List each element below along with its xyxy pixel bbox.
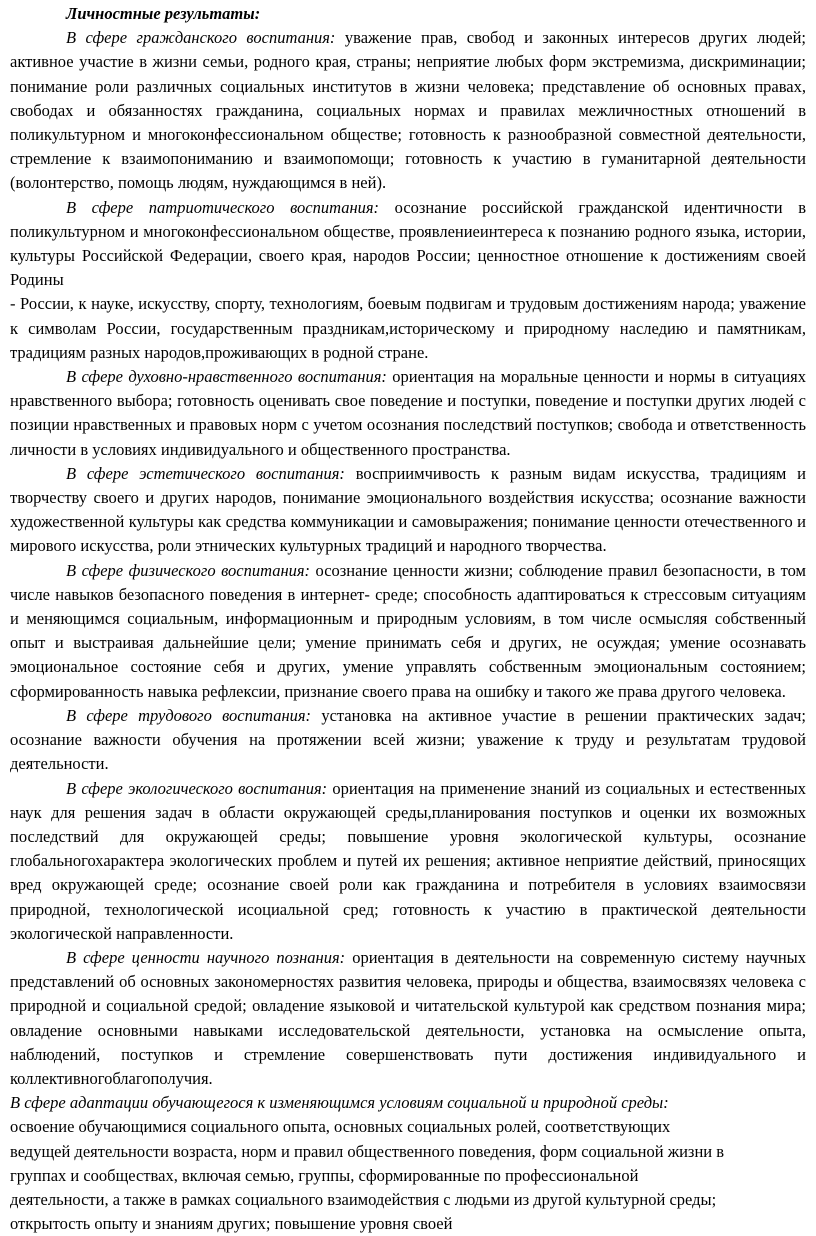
paragraph-lead: В сфере трудового воспитания:: [66, 705, 312, 725]
paragraph-lead: В сфере физического воспитания:: [66, 560, 311, 580]
paragraph-lead: В сфере ценности научного познания:: [66, 947, 346, 967]
paragraph-text: ориентация в деятельности на современную систему научных представлений об основных закономерностях развития человека, природы и общества, взаимосвязях человека с природной и социальной средой; овладение языковой и читательской культурой как средством познания мира; овладение основными навыками исследовательской деятельности, установка на осмысление опыта, наблюдений, поступков и стремление совершенствовать пути достижения индивидуального и коллективногоблагополучия.: [10, 947, 806, 1088]
paragraph-lead: В сфере эстетического воспитания:: [66, 463, 345, 483]
paragraph-text: установка на активное участие в решении практических задач; осознание важности обучения на протяжении всей жизни; уважение к труду и результатам трудовой деятельности.: [10, 705, 806, 774]
adaptation-heading: В сфере адаптации обучающегося к изменяющимся условиям социальной и природной среды:: [10, 1093, 669, 1113]
paragraph-physical: [10, 559, 806, 704]
adaptation-line: деятельности, а также в рамках социального взаимодействия с людьми из другой культурной среды;: [10, 1189, 717, 1209]
paragraph-lead: В сфере экологического воспитания:: [66, 778, 328, 798]
paragraph-patriotic: [10, 196, 806, 293]
adaptation-line: ведущей деятельности возраста, норм и правил общественного поведения, форм социальной жизни в: [10, 1141, 725, 1161]
paragraph-text: уважение прав, свобод и законных интересов других людей; активное участие в жизни семьи, родного края, страны; неприятие любых форм экстремизма, дискриминации; понимание роли различных социальных институтов в жизни человека; представление об основных правах, свободах и обязанностях гражданина, социальных нормах и правилах межличностных отношений в поликультурном и многоконфессиональном обществе; готовность к разнообразной совместной деятельности, стремление к взаимопониманию и взаимопомощи; готовность к участию в гуманитарной деятельности (волонтерство, помощь людям, нуждающимся в ней).: [10, 28, 806, 193]
paragraph-moral: [10, 365, 806, 462]
paragraph-text: восприимчивость к разным видам искусства, традициям и творчеству своего и других народов, понимание эмоционального воздействия искусства; осознание важности художественной культуры как средства коммуникации и самовыражения; понимание ценности отечественного и мирового искусства, роли этнических культурных традиций и народного творчества.: [10, 463, 806, 556]
paragraph-lead: В сфере гражданского воспитания:: [66, 28, 336, 48]
paragraph-continuation: - России, к науке, искусству, спорту, технологиям, боевым подвигам и трудовым достижениям народа; уважение к символам России, государственным праздникам,историческому и природному наследию и памятникам, традициям разных народов,проживающих в родной стране.: [10, 294, 806, 362]
paragraph-text: ориентация на применение знаний из социальных и естественных наук для решения задач в области окружающей среды,планирования поступков и оценки их возможных последствий для окружающей среды; повышение уровня экологической культуры, осознание глобальногохарактера экологических проблем и путей их решения; активное неприятие действий, приносящих вред окружающей среде; осознание своей роли как гражданина и потребителя в условиях взаимосвязи природной, технологической исоциальной сред; готовность к участию в практической деятельности экологической направленности.: [10, 778, 806, 943]
paragraph-civic: [10, 26, 806, 195]
paragraph-text: ориентация на моральные ценности и нормы в ситуациях нравственного выбора; готовность оценивать свое поведение и поступки, поведение и поступки других людей с позиции нравственных и правовых норм с учетом осознания последствий поступков; свобода и ответственность личности в условиях индивидуального и общественного пространства.: [10, 367, 806, 459]
paragraph-labor: [10, 704, 806, 777]
paragraph-lead: В сфере духовно-нравственного воспитания:: [66, 367, 387, 387]
paragraph-science: [10, 946, 806, 1091]
adaptation-line: группах и сообществах, включая семью, группы, сформированные по профессиональной: [10, 1165, 639, 1185]
adaptation-line: открытость опыту и знаниям других; повышение уровня своей: [10, 1214, 453, 1234]
paragraph-text: осознание ценности жизни; соблюдение правил безопасности, в том числе навыков безопасного поведения в интернет- среде; способность адаптироваться к стрессовым ситуациям и меняющимся социальным, информационным и природным условиям, в том числе осмысляя собственный опыт и выстраивая дальнейшие цели; умение принимать себя и других, не осуждая; умение осознавать эмоциональное состояние себя и других, умение управлять собственным эмоциональным состоянием; сформированность навыка рефлексии, признание своего права на ошибку и такого же права другого человека.: [10, 560, 806, 701]
paragraph-ecological: [10, 777, 806, 946]
adaptation-line: освоение обучающимися социального опыта, основных социальных ролей, соответствующих: [10, 1117, 671, 1137]
paragraph-text: осознание российской гражданской идентичности в поликультурном и многоконфессиональном обществе, проявлениеинтереса к познанию родного языка, истории, культуры Российской Федерации, своего края, народов России; ценностное отношение к достижениям своей Родины: [10, 197, 806, 290]
section-heading: Личностные результаты:: [66, 4, 261, 23]
paragraph-aesthetic: [10, 462, 806, 559]
paragraph-lead: В сфере патриотического воспитания:: [66, 197, 380, 217]
